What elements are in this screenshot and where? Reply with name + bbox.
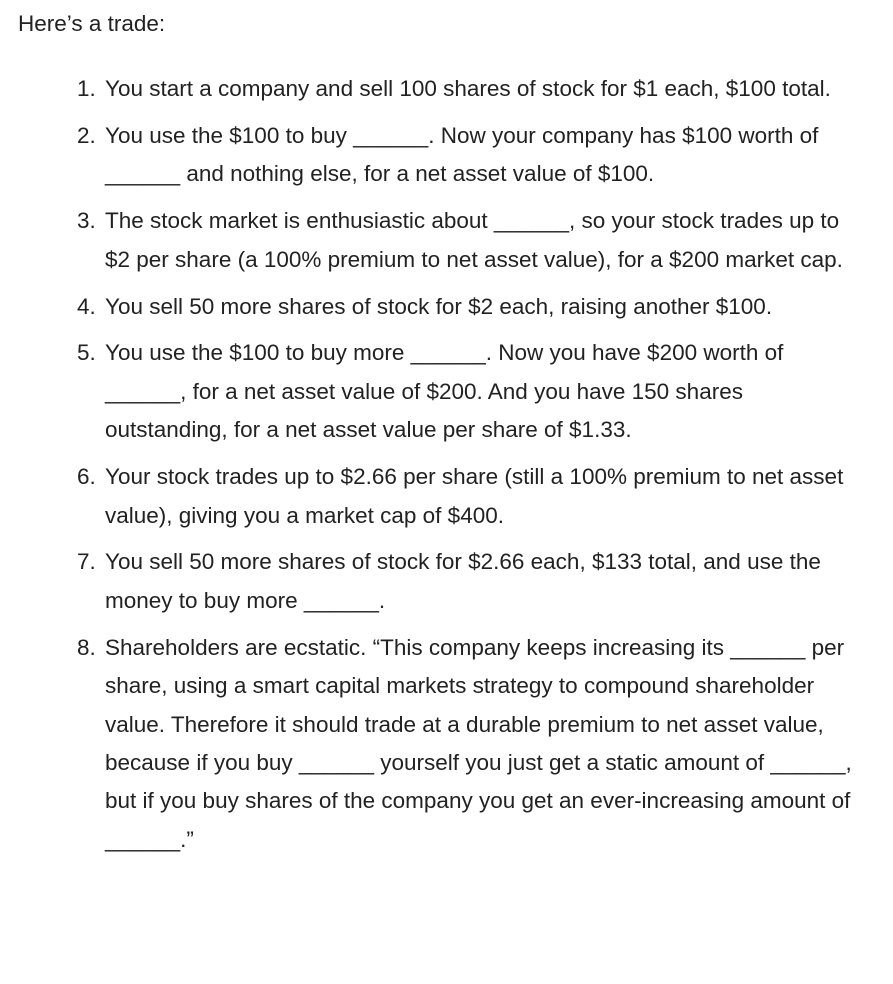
list-item-number: 4. (77, 293, 96, 319)
list-item (18, 458, 893, 535)
list-item-text: Your stock trades up to $2.66 per share (still a 100% premium to net asset value), giving you a market cap of $400. (105, 464, 844, 528)
list-item-text: You sell 50 more shares of stock for $2.66 each, $133 total, and use the money to buy more ______. (105, 549, 821, 613)
list-item-text: You start a company and sell 100 shares of stock for $1 each, $100 total. (105, 76, 831, 101)
list-item (18, 629, 893, 859)
list-item-text: You use the $100 to buy more ______. Now you have $200 worth of ______, for a net asset value of $200. And you have 150 shares outstanding, for a net asset value per share of $1.33. (105, 340, 784, 443)
list-item-number: 7. (77, 549, 96, 575)
list-item-number: 5. (77, 340, 96, 366)
trade-steps-list (18, 70, 893, 859)
list-item-text: You use the $100 to buy ______. Now your company has $100 worth of ______ and nothing else, for a net asset value of $100. (105, 122, 819, 187)
list-item-number: 1. (77, 76, 96, 101)
list-item (18, 543, 893, 620)
list-item-text: The stock market is enthusiastic about ______, so your stock trades up to $2 per share (a 100% premium to net asset value), for a $200 market cap. (105, 208, 843, 272)
list-item (18, 117, 893, 194)
list-item (18, 288, 893, 326)
list-item (18, 202, 893, 279)
list-item (18, 334, 893, 449)
intro-text: Here’s a trade: (18, 11, 166, 36)
list-item-text: You sell 50 more shares of stock for $2 each, raising another $100. (105, 293, 773, 319)
list-item-number: 2. (77, 122, 96, 148)
list-item-number: 6. (77, 464, 96, 490)
list-item (18, 70, 893, 108)
list-item-number: 3. (77, 208, 96, 234)
list-item-number: 8. (77, 634, 96, 660)
list-item-text: Shareholders are ecstatic. “This company keeps increasing its ______ per share, using a smart capital markets strategy to compound shareholder value. Therefore it should trade at a durable premium to net asset value, because if you buy ______ yourself you just get a static amount of ______, but if you buy shares of the company you get an ever-increasing amount of ______.” (105, 634, 852, 852)
